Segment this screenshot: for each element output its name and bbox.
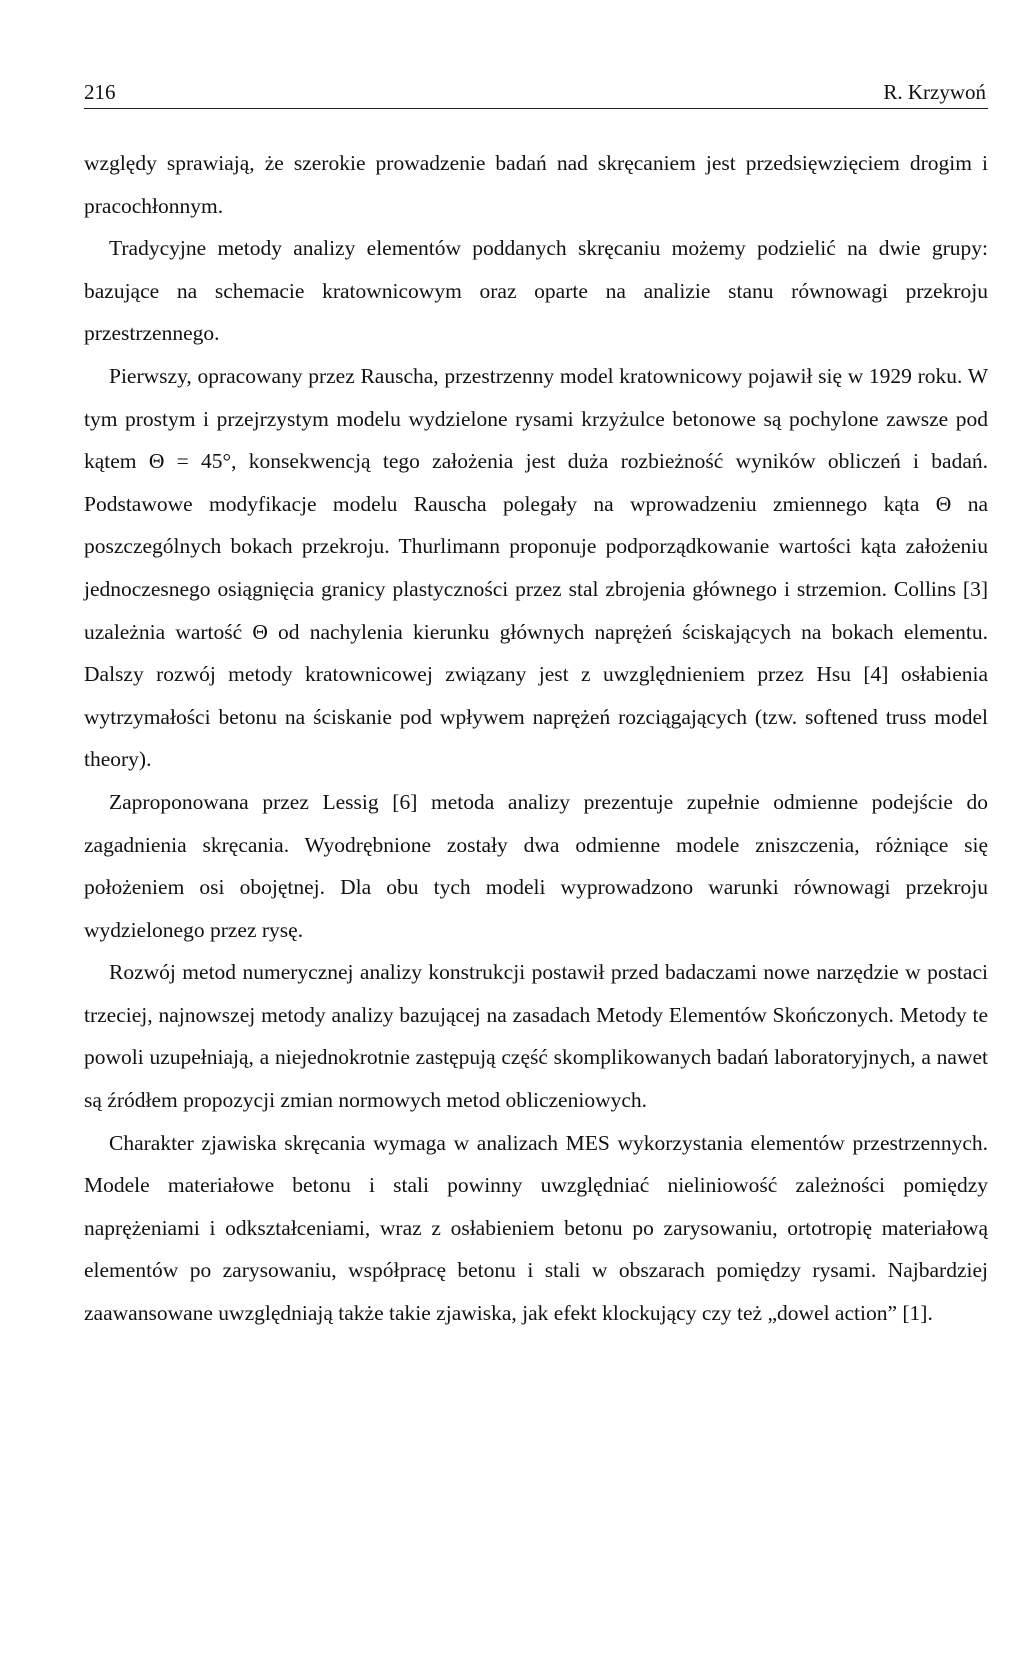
page-number: 216: [84, 80, 116, 104]
page-header: [84, 78, 988, 109]
paragraph-rausch-model: Pierwszy, opracowany przez Rauscha, przestrzenny model kratownicowy pojawił się w 1929 roku. W tym prostym i przejrzystym modelu wydzielone rysami krzyżulce betonowe są pochylone zawsze pod kątem Θ = 45°, konsekwencją tego założenia jest duża rozbieżność wyników obliczeń i badań. Podstawowe modyfikacje modelu Rauscha polegały na wprowadzeniu zmiennego kąta Θ na poszczególnych bokach przekroju. Thurlimann proponuje podporządkowanie wartości kąta założeniu jednoczesnego osiągnięcia granicy plastyczności przez stal zbrojenia głównego i strzemion. Collins [3] uzależnia wartość Θ od nachylenia kierunku głównych naprężeń ściskających na bokach elementu. Dalszy rozwój metody kratownicowej związany jest z uwzględnieniem przez Hsu [4] osłabienia wytrzymałości betonu na ściskanie pod wpływem naprężeń rozciągających (tzw. softened truss model theory).: [84, 363, 988, 772]
paragraph-fem-development: Rozwój metod numerycznej analizy konstrukcji postawił przed badaczami nowe narzędzie w postaci trzeciej, najnowszej metody analizy bazującej na zasadach Metody Elementów Skończonych. Metody te powoli uzupełniają, a niejednokrotnie zastępują część skomplikowanych badań laboratoryjnych, a nawet są źródłem propozycji zmian normowych metod obliczeniowych.: [84, 960, 988, 1113]
paragraph-continuation: względy sprawiają, że szerokie prowadzenie badań nad skręcaniem jest przedsięwzięciem drogim i pracochłonnym.: [84, 151, 988, 218]
paragraph-traditional-methods: Tradycyjne metody analizy elementów poddanych skręcaniu możemy podzielić na dwie grupy: bazujące na schemacie kratownicowym oraz oparte na analizie stanu równowagi przekroju przestrzennego.: [84, 236, 988, 346]
paragraph-lessig-method: Zaproponowana przez Lessig [6] metoda analizy prezentuje zupełnie odmienne podejście do zagadnienia skręcania. Wyodrębnione zostały dwa odmienne modele zniszczenia, różniące się położeniem osi obojętnej. Dla obu tych modeli wyprowadzono warunki równowagi przekroju wydzielonego przez rysę.: [84, 789, 988, 942]
body-text: [84, 142, 988, 1335]
paragraph-fem-torsion: Charakter zjawiska skręcania wymaga w analizach MES wykorzystania elementów przestrzennych. Modele materiałowe betonu i stali powinny uwzględniać nieliniowość zależności pomiędzy naprężeniami i odkształceniami, wraz z osłabieniem betonu po zarysowaniu, ortotropię materiałową elementów po zarysowaniu, współpracę betonu i stali w obszarach pomiędzy rysami. Najbardziej zaawansowane uwzględniają także takie zjawiska, jak efekt klockujący czy też „dowel action” [1].: [84, 1130, 988, 1326]
running-head-author: R. Krzywoń: [883, 80, 986, 104]
